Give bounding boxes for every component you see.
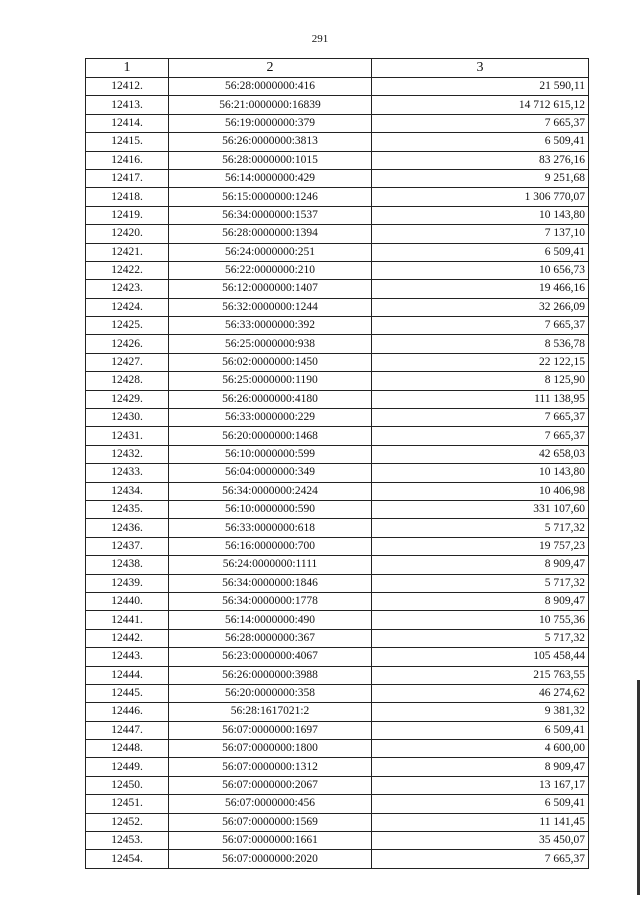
table-row	[86, 335, 589, 353]
table-row	[86, 78, 589, 96]
table-row	[86, 556, 589, 574]
cadastral-number: 56:28:0000000:1015	[169, 151, 372, 169]
row-number: 12418.	[86, 188, 169, 206]
registry-table	[85, 58, 589, 869]
cadastral-number: 56:26:0000000:3813	[169, 133, 372, 151]
row-number: 12434.	[86, 482, 169, 500]
table-row	[86, 114, 589, 132]
table-row	[86, 261, 589, 279]
amount-value: 10 143,80	[372, 464, 589, 482]
cadastral-number: 56:21:0000000:16839	[169, 96, 372, 114]
amount-value: 5 717,32	[372, 574, 589, 592]
table-row	[86, 721, 589, 739]
table-row	[86, 500, 589, 518]
table-row	[86, 850, 589, 868]
cadastral-number: 56:34:0000000:1846	[169, 574, 372, 592]
table-row	[86, 832, 589, 850]
table-header	[86, 59, 589, 78]
cadastral-number: 56:22:0000000:210	[169, 261, 372, 279]
row-number: 12426.	[86, 335, 169, 353]
amount-value: 13 167,17	[372, 776, 589, 794]
amount-value: 6 509,41	[372, 133, 589, 151]
cadastral-number: 56:28:0000000:416	[169, 78, 372, 96]
table-row	[86, 206, 589, 224]
row-number: 12454.	[86, 850, 169, 868]
amount-value: 32 266,09	[372, 298, 589, 316]
table-row	[86, 629, 589, 647]
table-row	[86, 666, 589, 684]
cadastral-number: 56:28:0000000:1394	[169, 225, 372, 243]
amount-value: 10 143,80	[372, 206, 589, 224]
amount-value: 10 406,98	[372, 482, 589, 500]
cadastral-number: 56:33:0000000:229	[169, 409, 372, 427]
amount-value: 10 755,36	[372, 611, 589, 629]
amount-value: 10 656,73	[372, 261, 589, 279]
row-number: 12428.	[86, 372, 169, 390]
row-number: 12445.	[86, 684, 169, 702]
amount-value: 83 276,16	[372, 151, 589, 169]
row-number: 12414.	[86, 114, 169, 132]
amount-value: 7 665,37	[372, 317, 589, 335]
row-number: 12417.	[86, 169, 169, 187]
cadastral-number: 56:25:0000000:1190	[169, 372, 372, 390]
table-row	[86, 133, 589, 151]
amount-value: 6 509,41	[372, 795, 589, 813]
row-number: 12452.	[86, 813, 169, 831]
column-header-1: 1	[86, 59, 169, 78]
table-row	[86, 813, 589, 831]
row-number: 12442.	[86, 629, 169, 647]
amount-value: 19 466,16	[372, 280, 589, 298]
table-row	[86, 684, 589, 702]
cadastral-number: 56:02:0000000:1450	[169, 353, 372, 371]
table-row	[86, 372, 589, 390]
cadastral-number: 56:12:0000000:1407	[169, 280, 372, 298]
row-number: 12441.	[86, 611, 169, 629]
amount-value: 7 665,37	[372, 850, 589, 868]
amount-value: 6 509,41	[372, 721, 589, 739]
row-number: 12443.	[86, 648, 169, 666]
amount-value: 4 600,00	[372, 740, 589, 758]
row-number: 12415.	[86, 133, 169, 151]
cadastral-number: 56:23:0000000:4067	[169, 648, 372, 666]
cadastral-number: 56:20:0000000:1468	[169, 427, 372, 445]
amount-value: 21 590,11	[372, 78, 589, 96]
row-number: 12437.	[86, 537, 169, 555]
table-row	[86, 795, 589, 813]
table-row	[86, 151, 589, 169]
amount-value: 11 141,45	[372, 813, 589, 831]
row-number: 12444.	[86, 666, 169, 684]
cadastral-number: 56:25:0000000:938	[169, 335, 372, 353]
table-row	[86, 445, 589, 463]
cadastral-number: 56:10:0000000:590	[169, 500, 372, 518]
amount-value: 7 665,37	[372, 409, 589, 427]
amount-value: 8 536,78	[372, 335, 589, 353]
row-number: 12447.	[86, 721, 169, 739]
row-number: 12446.	[86, 703, 169, 721]
amount-value: 7 665,37	[372, 427, 589, 445]
cadastral-number: 56:28:1617021:2	[169, 703, 372, 721]
amount-value: 331 107,60	[372, 500, 589, 518]
table-row	[86, 317, 589, 335]
row-number: 12431.	[86, 427, 169, 445]
amount-value: 8 909,47	[372, 556, 589, 574]
cadastral-number: 56:33:0000000:392	[169, 317, 372, 335]
page-number: 291	[311, 33, 329, 45]
cadastral-number: 56:07:0000000:2067	[169, 776, 372, 794]
table-row	[86, 592, 589, 610]
row-number: 12438.	[86, 556, 169, 574]
table-row	[86, 96, 589, 114]
table-row	[86, 188, 589, 206]
table-row	[86, 169, 589, 187]
row-number: 12429.	[86, 390, 169, 408]
amount-value: 8 125,90	[372, 372, 589, 390]
cadastral-number: 56:34:0000000:1537	[169, 206, 372, 224]
table-row	[86, 758, 589, 776]
row-number: 12412.	[86, 78, 169, 96]
amount-value: 8 909,47	[372, 758, 589, 776]
row-number: 12451.	[86, 795, 169, 813]
row-number: 12427.	[86, 353, 169, 371]
cadastral-number: 56:16:0000000:700	[169, 537, 372, 555]
table-row	[86, 574, 589, 592]
cadastral-number: 56:26:0000000:4180	[169, 390, 372, 408]
cadastral-number: 56:32:0000000:1244	[169, 298, 372, 316]
column-header-2: 2	[169, 59, 372, 78]
row-number: 12436.	[86, 519, 169, 537]
cadastral-number: 56:07:0000000:456	[169, 795, 372, 813]
row-number: 12450.	[86, 776, 169, 794]
cadastral-number: 56:07:0000000:1697	[169, 721, 372, 739]
cadastral-number: 56:15:0000000:1246	[169, 188, 372, 206]
cadastral-number: 56:24:0000000:1111	[169, 556, 372, 574]
table-row	[86, 537, 589, 555]
row-number: 12448.	[86, 740, 169, 758]
cadastral-number: 56:07:0000000:1800	[169, 740, 372, 758]
table-row	[86, 353, 589, 371]
table-row	[86, 280, 589, 298]
table-row	[86, 776, 589, 794]
table-row	[86, 464, 589, 482]
cadastral-number: 56:07:0000000:1312	[169, 758, 372, 776]
amount-value: 9 251,68	[372, 169, 589, 187]
table-row	[86, 703, 589, 721]
cadastral-number: 56:07:0000000:2020	[169, 850, 372, 868]
row-number: 12435.	[86, 500, 169, 518]
cadastral-number: 56:34:0000000:1778	[169, 592, 372, 610]
cadastral-number: 56:19:0000000:379	[169, 114, 372, 132]
row-number: 12422.	[86, 261, 169, 279]
amount-value: 14 712 615,12	[372, 96, 589, 114]
amount-value: 46 274,62	[372, 684, 589, 702]
table-row	[86, 611, 589, 629]
cadastral-number: 56:04:0000000:349	[169, 464, 372, 482]
cadastral-number: 56:33:0000000:618	[169, 519, 372, 537]
amount-value: 215 763,55	[372, 666, 589, 684]
table-row	[86, 519, 589, 537]
header-row	[86, 59, 589, 78]
table-row	[86, 740, 589, 758]
row-number: 12423.	[86, 280, 169, 298]
table-row	[86, 648, 589, 666]
row-number: 12453.	[86, 832, 169, 850]
table-row	[86, 298, 589, 316]
table-row	[86, 482, 589, 500]
row-number: 12424.	[86, 298, 169, 316]
amount-value: 5 717,32	[372, 629, 589, 647]
cadastral-number: 56:07:0000000:1569	[169, 813, 372, 831]
cadastral-number: 56:26:0000000:3988	[169, 666, 372, 684]
row-number: 12433.	[86, 464, 169, 482]
amount-value: 7 137,10	[372, 225, 589, 243]
cadastral-number: 56:10:0000000:599	[169, 445, 372, 463]
row-number: 12449.	[86, 758, 169, 776]
table-row	[86, 390, 589, 408]
row-number: 12421.	[86, 243, 169, 261]
cadastral-number: 56:34:0000000:2424	[169, 482, 372, 500]
cadastral-number: 56:28:0000000:367	[169, 629, 372, 647]
cadastral-number: 56:20:0000000:358	[169, 684, 372, 702]
cadastral-number: 56:14:0000000:490	[169, 611, 372, 629]
amount-value: 22 122,15	[372, 353, 589, 371]
amount-value: 1 306 770,07	[372, 188, 589, 206]
amount-value: 19 757,23	[372, 537, 589, 555]
row-number: 12440.	[86, 592, 169, 610]
amount-value: 105 458,44	[372, 648, 589, 666]
row-number: 12413.	[86, 96, 169, 114]
row-number: 12432.	[86, 445, 169, 463]
row-number: 12416.	[86, 151, 169, 169]
cadastral-number: 56:07:0000000:1661	[169, 832, 372, 850]
row-number: 12439.	[86, 574, 169, 592]
table-row	[86, 225, 589, 243]
amount-value: 7 665,37	[372, 114, 589, 132]
cadastral-number: 56:24:0000000:251	[169, 243, 372, 261]
table-row	[86, 427, 589, 445]
row-number: 12420.	[86, 225, 169, 243]
amount-value: 35 450,07	[372, 832, 589, 850]
amount-value: 8 909,47	[372, 592, 589, 610]
amount-value: 9 381,32	[372, 703, 589, 721]
amount-value: 42 658,03	[372, 445, 589, 463]
column-header-3: 3	[372, 59, 589, 78]
table-row	[86, 243, 589, 261]
row-number: 12425.	[86, 317, 169, 335]
amount-value: 5 717,32	[372, 519, 589, 537]
row-number: 12430.	[86, 409, 169, 427]
table-row	[86, 409, 589, 427]
table-body	[86, 78, 589, 869]
row-number: 12419.	[86, 206, 169, 224]
amount-value: 111 138,95	[372, 390, 589, 408]
cadastral-number: 56:14:0000000:429	[169, 169, 372, 187]
amount-value: 6 509,41	[372, 243, 589, 261]
